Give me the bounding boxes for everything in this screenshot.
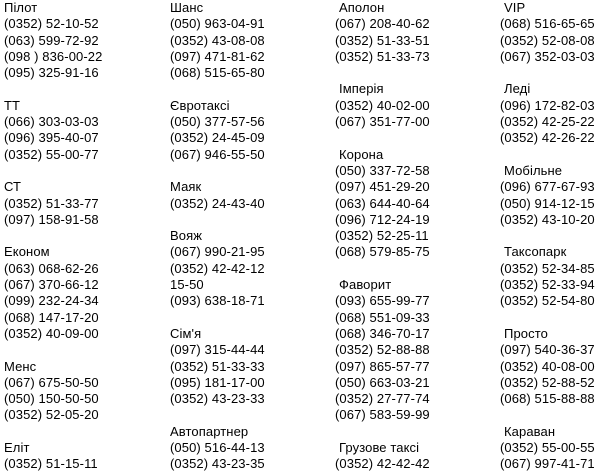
phone-number: (095) 325-91-16: [4, 65, 99, 81]
phone-number: (067) 352-03-03: [500, 48, 595, 64]
phone-number: (0352) 51-15-11: [4, 456, 98, 472]
phone-number: (0352) 51-33-73: [335, 48, 430, 64]
service-name: Шанс: [170, 0, 204, 15]
phone-number: (068) 516-65-65: [500, 16, 595, 32]
service-name: Менс: [4, 358, 37, 374]
service-name: ТТ: [4, 97, 21, 113]
phone-number: (063) 644-40-64: [335, 195, 430, 211]
service-name: Аполон: [339, 0, 385, 15]
service-name: VIP: [504, 0, 526, 15]
phone-number: (0352) 42-42-12: [170, 260, 265, 276]
phone-number: (0352) 43-08-08: [170, 32, 265, 48]
phone-number: (0352) 51-33-33: [170, 358, 265, 374]
phone-number: (063) 599-72-92: [4, 32, 99, 48]
phone-number: (0352) 52-08-08: [500, 32, 595, 48]
phone-number: (067) 990-21-95: [170, 244, 265, 260]
spacer: [335, 130, 430, 146]
phone-number: (067) 946-55-50: [170, 146, 265, 162]
phone-number: (067) 583-59-99: [335, 407, 430, 423]
service-name: Автопартнер: [170, 423, 249, 439]
spacer: [335, 65, 430, 81]
spacer: [4, 81, 102, 97]
phone-number: (067) 351-77-00: [335, 114, 430, 130]
phone-number: (0352) 42-25-22: [500, 114, 595, 130]
phone-number: (099) 232-24-34: [4, 293, 99, 309]
phone-number: (096) 712-24-19: [335, 211, 430, 227]
service-name: СТ: [4, 179, 22, 195]
phone-number: (0352) 52-34-85: [500, 260, 595, 276]
service-name: Мобільне: [504, 162, 563, 178]
phone-number: (0352) 43-23-35: [170, 456, 265, 472]
phone-number: (098 ) 836-00-22: [4, 48, 103, 64]
service-name: Корона: [339, 146, 384, 162]
phone-number: (093) 638-18-71: [170, 293, 265, 309]
phone-number: (067) 208-40-62: [335, 16, 430, 32]
service-name: Фаворит: [339, 277, 392, 293]
service-name: Пілот: [4, 0, 38, 15]
phone-number: (097) 158-91-58: [4, 211, 99, 227]
spacer: [170, 163, 265, 179]
service-name: Маяк: [170, 179, 202, 195]
phone-number: (0352) 43-10-20: [500, 211, 595, 227]
phone-number: (0352) 24-45-09: [170, 130, 265, 146]
service-name: Леді: [504, 81, 531, 97]
phone-number: (0352) 42-26-22: [500, 130, 595, 146]
phone-number: (068) 551-09-33: [335, 309, 430, 325]
phone-number: (0352) 55-00-55: [500, 440, 595, 456]
spacer: [170, 81, 265, 97]
phone-number: (093) 655-99-77: [335, 293, 430, 309]
service-name: Таксопарк: [504, 244, 567, 260]
service-name: Караван: [504, 423, 556, 439]
phone-number: 15-50: [170, 277, 204, 293]
spacer: [500, 310, 595, 326]
phone-number: (0352) 40-09-00: [4, 325, 99, 341]
spacer: [4, 228, 102, 244]
phone-number: (068) 515-88-88: [500, 391, 595, 407]
phone-number: (067) 675-50-50: [4, 374, 99, 390]
phone-number: (0352) 51-33-77: [4, 195, 99, 211]
directory-column: [335, 0, 430, 473]
spacer: [500, 407, 595, 423]
phone-number: (097) 540-36-37: [500, 342, 595, 358]
phone-number: (066) 303-03-03: [4, 114, 99, 130]
phone-number: (050) 516-44-13: [170, 440, 265, 456]
phone-number: (050) 914-12-15: [500, 195, 595, 211]
phone-number: (0352) 55-00-77: [4, 146, 99, 162]
phone-number: (050) 377-57-56: [170, 114, 265, 130]
service-name: Імперія: [339, 81, 384, 97]
directory-column: [170, 0, 265, 473]
spacer: [500, 65, 595, 81]
phone-number: (050) 963-04-91: [170, 16, 265, 32]
phone-number: (0352) 52-33-94: [500, 277, 595, 293]
spacer: [335, 424, 430, 440]
phone-number: (050) 663-03-21: [335, 374, 430, 390]
phone-number: (0352) 27-77-74: [335, 391, 430, 407]
phone-number: (067) 370-66-12: [4, 277, 99, 293]
phone-number: (068) 515-65-80: [170, 65, 265, 81]
phone-number: (096) 395-40-07: [4, 130, 99, 146]
phone-number: (097) 865-57-77: [335, 358, 430, 374]
phone-number: (097) 315-44-44: [170, 342, 265, 358]
phone-number: (097) 451-29-20: [335, 179, 430, 195]
service-name: Просто: [504, 325, 548, 341]
phone-number: (0352) 52-25-11: [335, 228, 429, 244]
phone-number: (0352) 52-54-80: [500, 293, 595, 309]
phone-number: (0352) 43-23-33: [170, 391, 265, 407]
phone-number: (0352) 52-10-52: [4, 16, 99, 32]
service-name: Вояж: [170, 228, 203, 244]
service-name: Грузове таксі: [339, 440, 420, 456]
phone-number: (067) 997-41-71: [500, 456, 595, 472]
phone-number: (0352) 52-05-20: [4, 407, 99, 423]
phone-number: (050) 150-50-50: [4, 391, 99, 407]
phone-number: (096) 677-67-93: [500, 179, 595, 195]
spacer: [170, 310, 265, 326]
phone-number: (063) 068-62-26: [4, 260, 99, 276]
spacer: [4, 342, 102, 358]
spacer: [170, 212, 265, 228]
service-name: Сім'я: [170, 325, 202, 341]
phone-number: (095) 181-17-00: [170, 374, 265, 390]
spacer: [4, 163, 102, 179]
phone-number: (068) 579-85-75: [335, 244, 430, 260]
phone-number: (096) 172-82-03: [500, 97, 595, 113]
service-name: Євротаксі: [170, 97, 230, 113]
phone-number: (0352) 24-43-40: [170, 195, 265, 211]
phone-number: (0352) 52-88-88: [335, 342, 430, 358]
spacer: [170, 407, 265, 423]
phone-number: (0352) 42-42-42: [335, 456, 430, 472]
phone-number: (050) 337-72-58: [335, 162, 430, 178]
directory-column: [4, 0, 102, 473]
service-name: Еліт: [4, 440, 30, 456]
phone-number: (0352) 51-33-51: [335, 32, 430, 48]
phone-number: (0352) 52-88-52: [500, 374, 595, 390]
directory-column: [500, 0, 595, 473]
phone-number: (097) 471-81-62: [170, 48, 265, 64]
spacer: [335, 261, 430, 277]
phone-number: (0352) 40-02-00: [335, 97, 430, 113]
service-name: Економ: [4, 244, 50, 260]
spacer: [4, 424, 102, 440]
phone-number: (068) 147-17-20: [4, 309, 99, 325]
phone-number: (068) 346-70-17: [335, 325, 430, 341]
spacer: [500, 228, 595, 244]
spacer: [500, 147, 595, 163]
phone-number: (0352) 40-08-00: [500, 358, 595, 374]
